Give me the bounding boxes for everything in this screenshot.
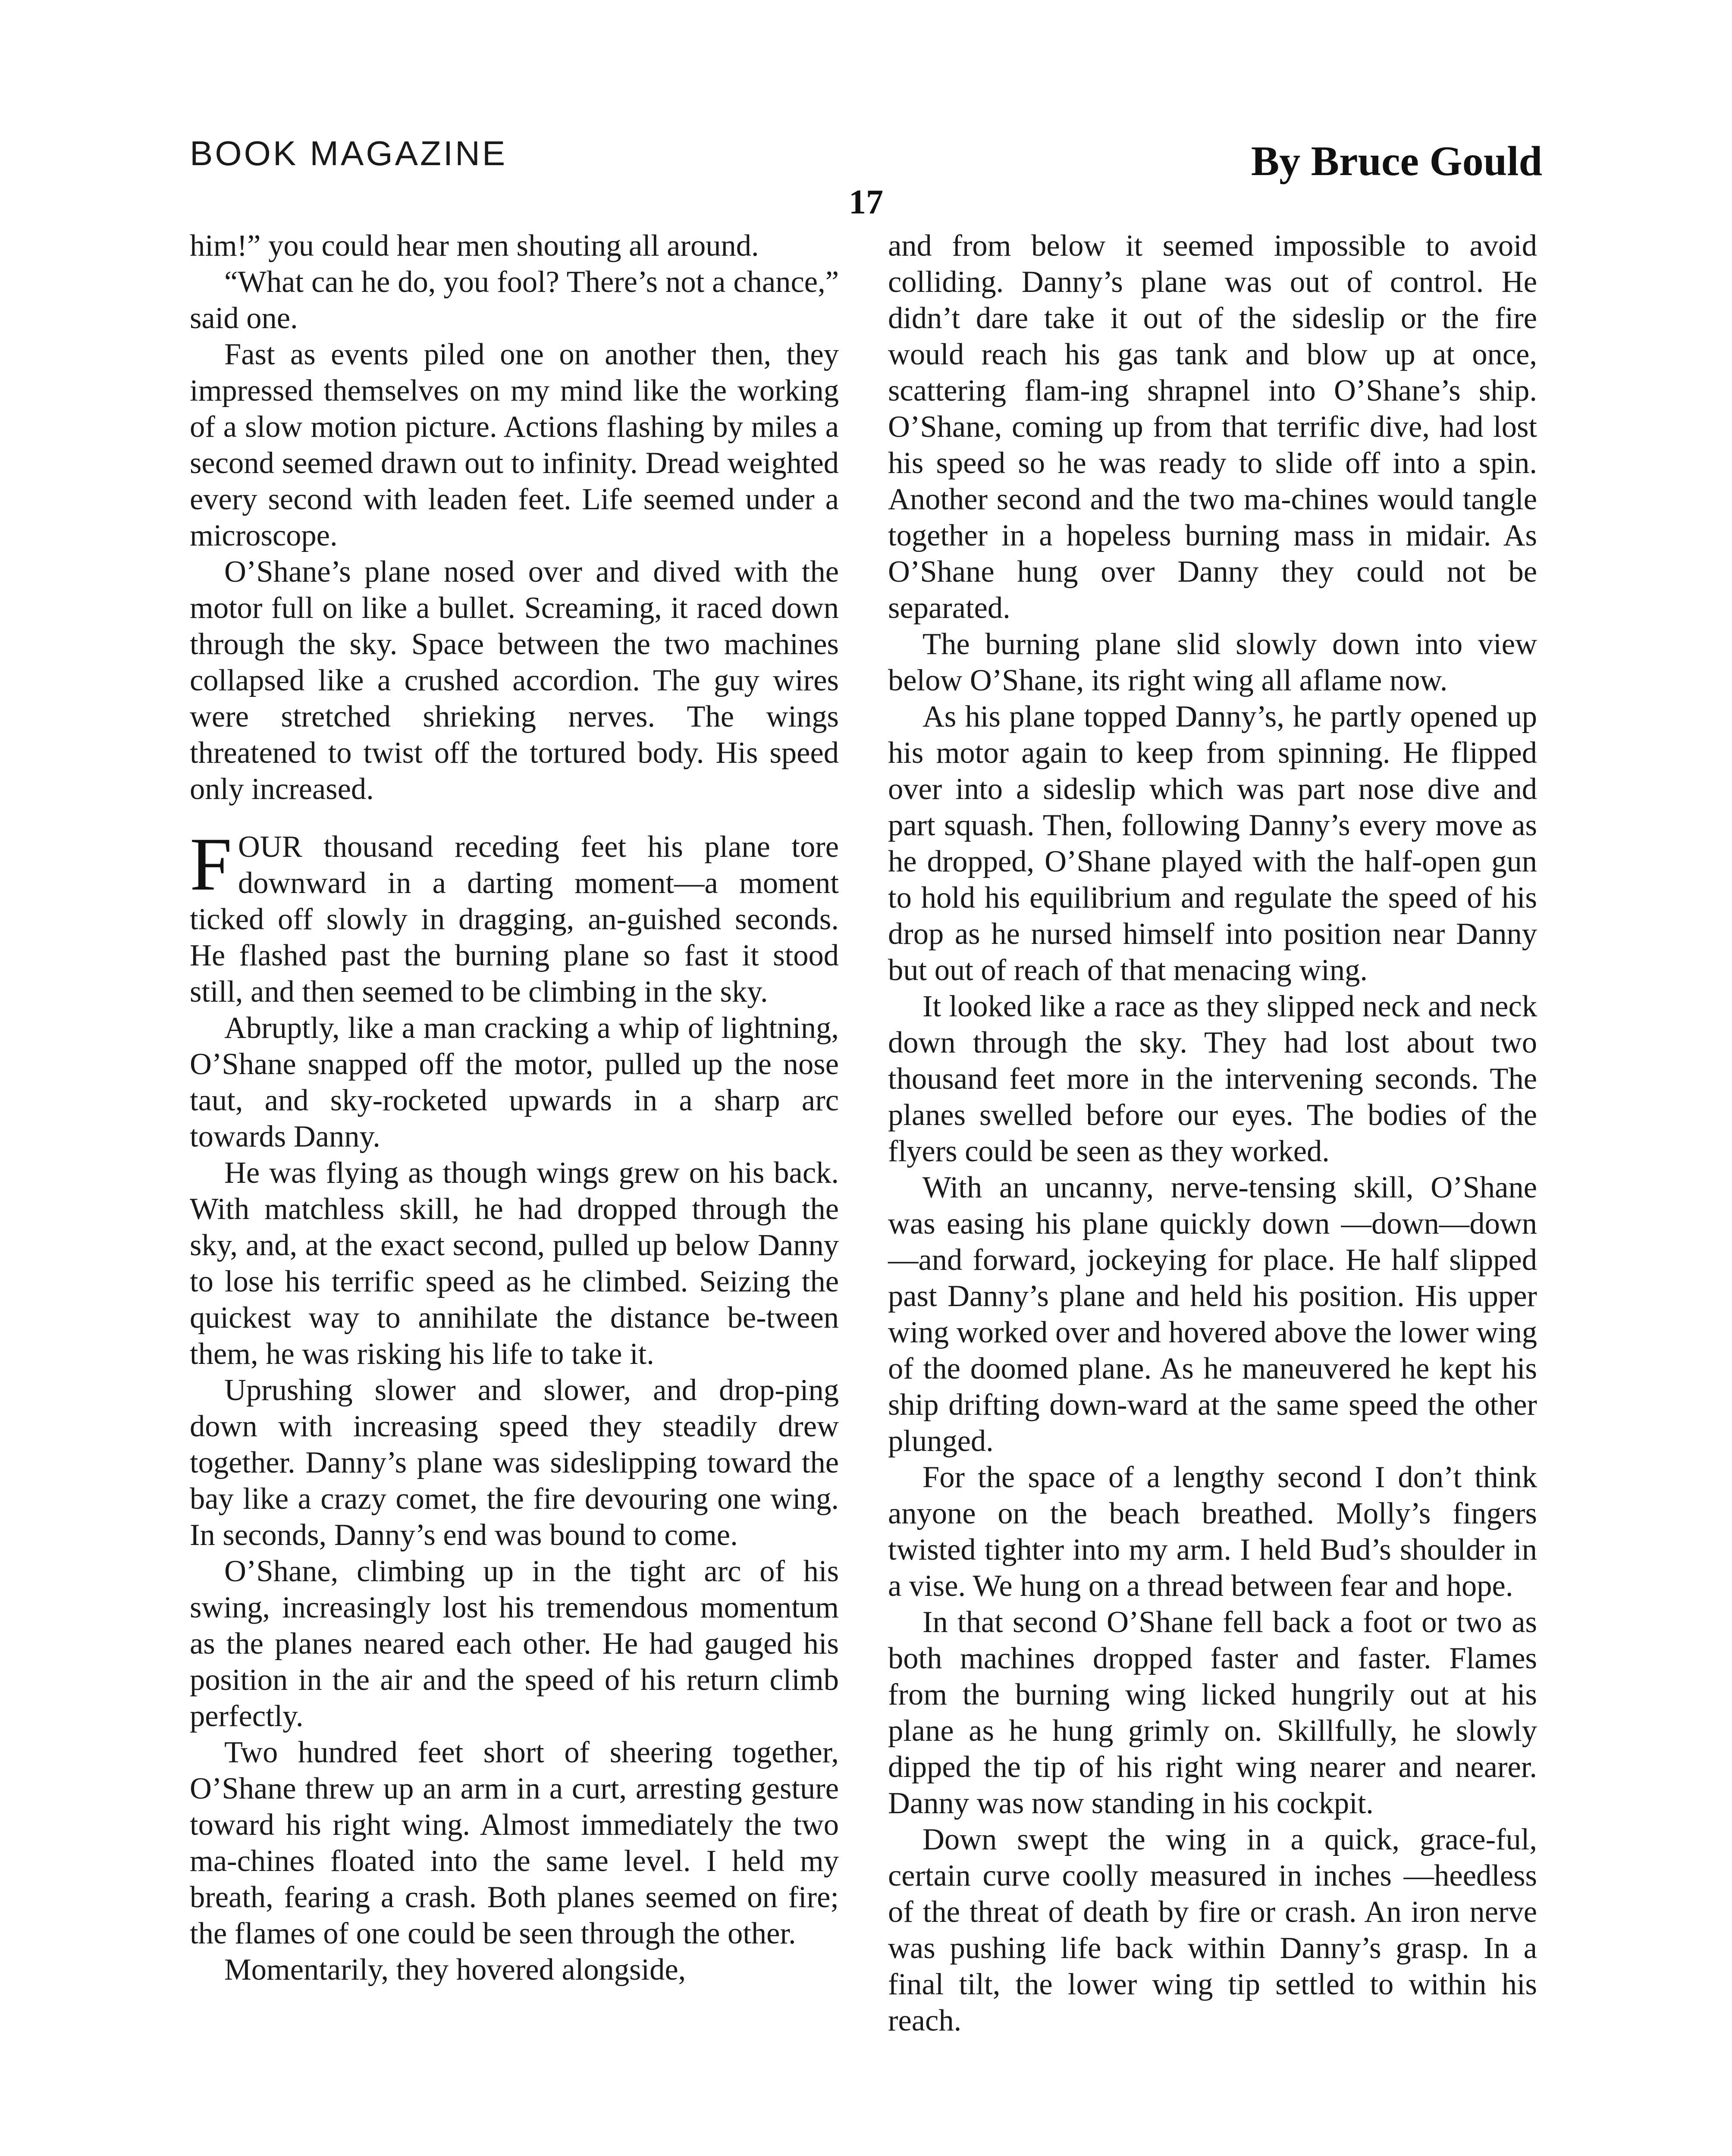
paragraph: The burning plane slid slowly down into view below O’Shane, its right wing all aflame now. — [888, 627, 1537, 697]
drop-cap-text: OUR thousand receding feet his plane tore downward in a darting moment—a moment ticked off slowly in dragging, an-guished seconds. He flashed past the burning plane so fast it stood still, and then seemed to be climbing in the sky. — [190, 830, 839, 1009]
paragraph: Momentarily, they hovered alongside, — [224, 1953, 686, 1987]
paragraph: Abruptly, like a man cracking a whip of lightning, O’Shane snapped off the motor, pulled up the nose taut, and sky-rocketed upwards in a sharp arc towards Danny. — [190, 1011, 839, 1153]
paragraph: Two hundred feet short of sheering together, O’Shane threw up an arm in a curt, arresting gesture toward his right wing. Almost immediately the two ma-chines floated into the same level. I held my breath, fearing a crash. Both planes seemed on fire; the flames of one could be seen through the other. — [190, 1736, 839, 1950]
publication-title: BOOK MAGAZINE — [190, 134, 508, 172]
paragraph: For the space of a lengthy second I don’t think anyone on the beach breathed. Molly’s fingers twisted tighter into my arm. I held Bud’s shoulder in a vise. We hung on a thread between fear and hope. — [888, 1460, 1537, 1603]
paragraph: Uprushing slower and slower, and drop-ping down with increasing speed they steadily drew together. Danny’s plane was sideslipping toward the bay like a crazy comet, the fire devouring one wing. In seconds, Danny’s end was bound to come. — [190, 1373, 839, 1552]
right-text-column — [888, 228, 1537, 2039]
paragraph: In that second O’Shane fell back a foot or two as both machines dropped faster and faster. Flames from the burning wing licked hungrily out at his plane as he hung grimly on. Skillfully, he slowly dipped the tip of his right wing nearer and nearer. Danny was now standing in his cockpit. — [888, 1605, 1537, 1820]
paragraph: It looked like a race as they slipped neck and neck down through the sky. They had lost about two thousand feet more in the intervening seconds. The planes swelled before our eyes. The bodies of the flyers could be seen as they worked. — [888, 990, 1537, 1168]
page-number: 17 — [849, 183, 883, 221]
paragraph: him!” you could hear men shouting all around. — [190, 229, 759, 263]
paragraph: and from below it seemed impossible to avoid colliding. Danny’s plane was out of control. He didn’t dare take it out of the sideslip or the fire would reach his gas tank and blow up at once, scattering flam-ing shrapnel into O’Shane’s ship. O’Shane, coming up from that terrific dive, had lost his speed so he was ready to slide off into a spin. Another second and the two ma-chines would tangle together in a hopeless burning mass in midair. As O’Shane hung over Danny they could not be separated. — [888, 229, 1537, 625]
author-byline: By Bruce Gould — [1251, 138, 1542, 185]
paragraph: O’Shane’s plane nosed over and dived with the motor full on like a bullet. Screaming, it raced down through the sky. Space between the two machines collapsed like a crushed accordion. The guy wires were stretched shrieking nerves. The wings threatened to twist off the tortured body. His speed only increased. — [190, 555, 839, 806]
paragraph: “What can he do, you fool? There’s not a chance,” said one. — [190, 265, 839, 335]
left-text-column — [190, 228, 839, 1988]
paragraph: As his plane topped Danny’s, he partly opened up his motor again to keep from spinning. He flipped over into a sideslip which was part nose dive and part squash. Then, following Danny’s every move as he dropped, O’Shane played with the half-open gun to hold his equilibrium and regulate the speed of his drop as he nursed himself into position near Danny but out of reach of that menacing wing. — [888, 700, 1537, 987]
paragraph: Fast as events piled one on another then, they impressed themselves on my mind like the working of a slow motion picture. Actions flashing by miles a second seemed drawn out to infinity. Dread weighted every second with leaden feet. Life seemed under a microscope. — [190, 338, 839, 552]
paragraph: He was flying as though wings grew on his back. With matchless skill, he had dropped through the sky, and, at the exact second, pulled up below Danny to lose his terrific speed as he climbed. Seizing the quickest way to annihilate the distance be-tween them, he was risking his life to take it. — [190, 1156, 839, 1371]
drop-cap-letter: F — [190, 822, 232, 906]
drop-cap-paragraph — [190, 822, 839, 1010]
paragraph: Down swept the wing in a quick, grace-ful, certain curve coolly measured in inches —heedless of the threat of death by fire or crash. An iron nerve was pushing life back within Danny’s grasp. In a final tilt, the lower wing tip settled to within his reach. — [888, 1823, 1537, 2037]
paragraph: With an uncanny, nerve-tensing skill, O’Shane was easing his plane quickly down —down—down—and forward, jockeying for place. He half slipped past Danny’s plane and held his position. His upper wing worked over and hovered above the lower wing of the doomed plane. As he maneuvered he kept his ship drifting down-ward at the same speed the other plunged. — [888, 1171, 1537, 1458]
paragraph: O’Shane, climbing up in the tight arc of his swing, increasingly lost his tremendous momentum as the planes neared each other. He had gauged his position in the air and the speed of his return climb perfectly. — [190, 1554, 839, 1733]
